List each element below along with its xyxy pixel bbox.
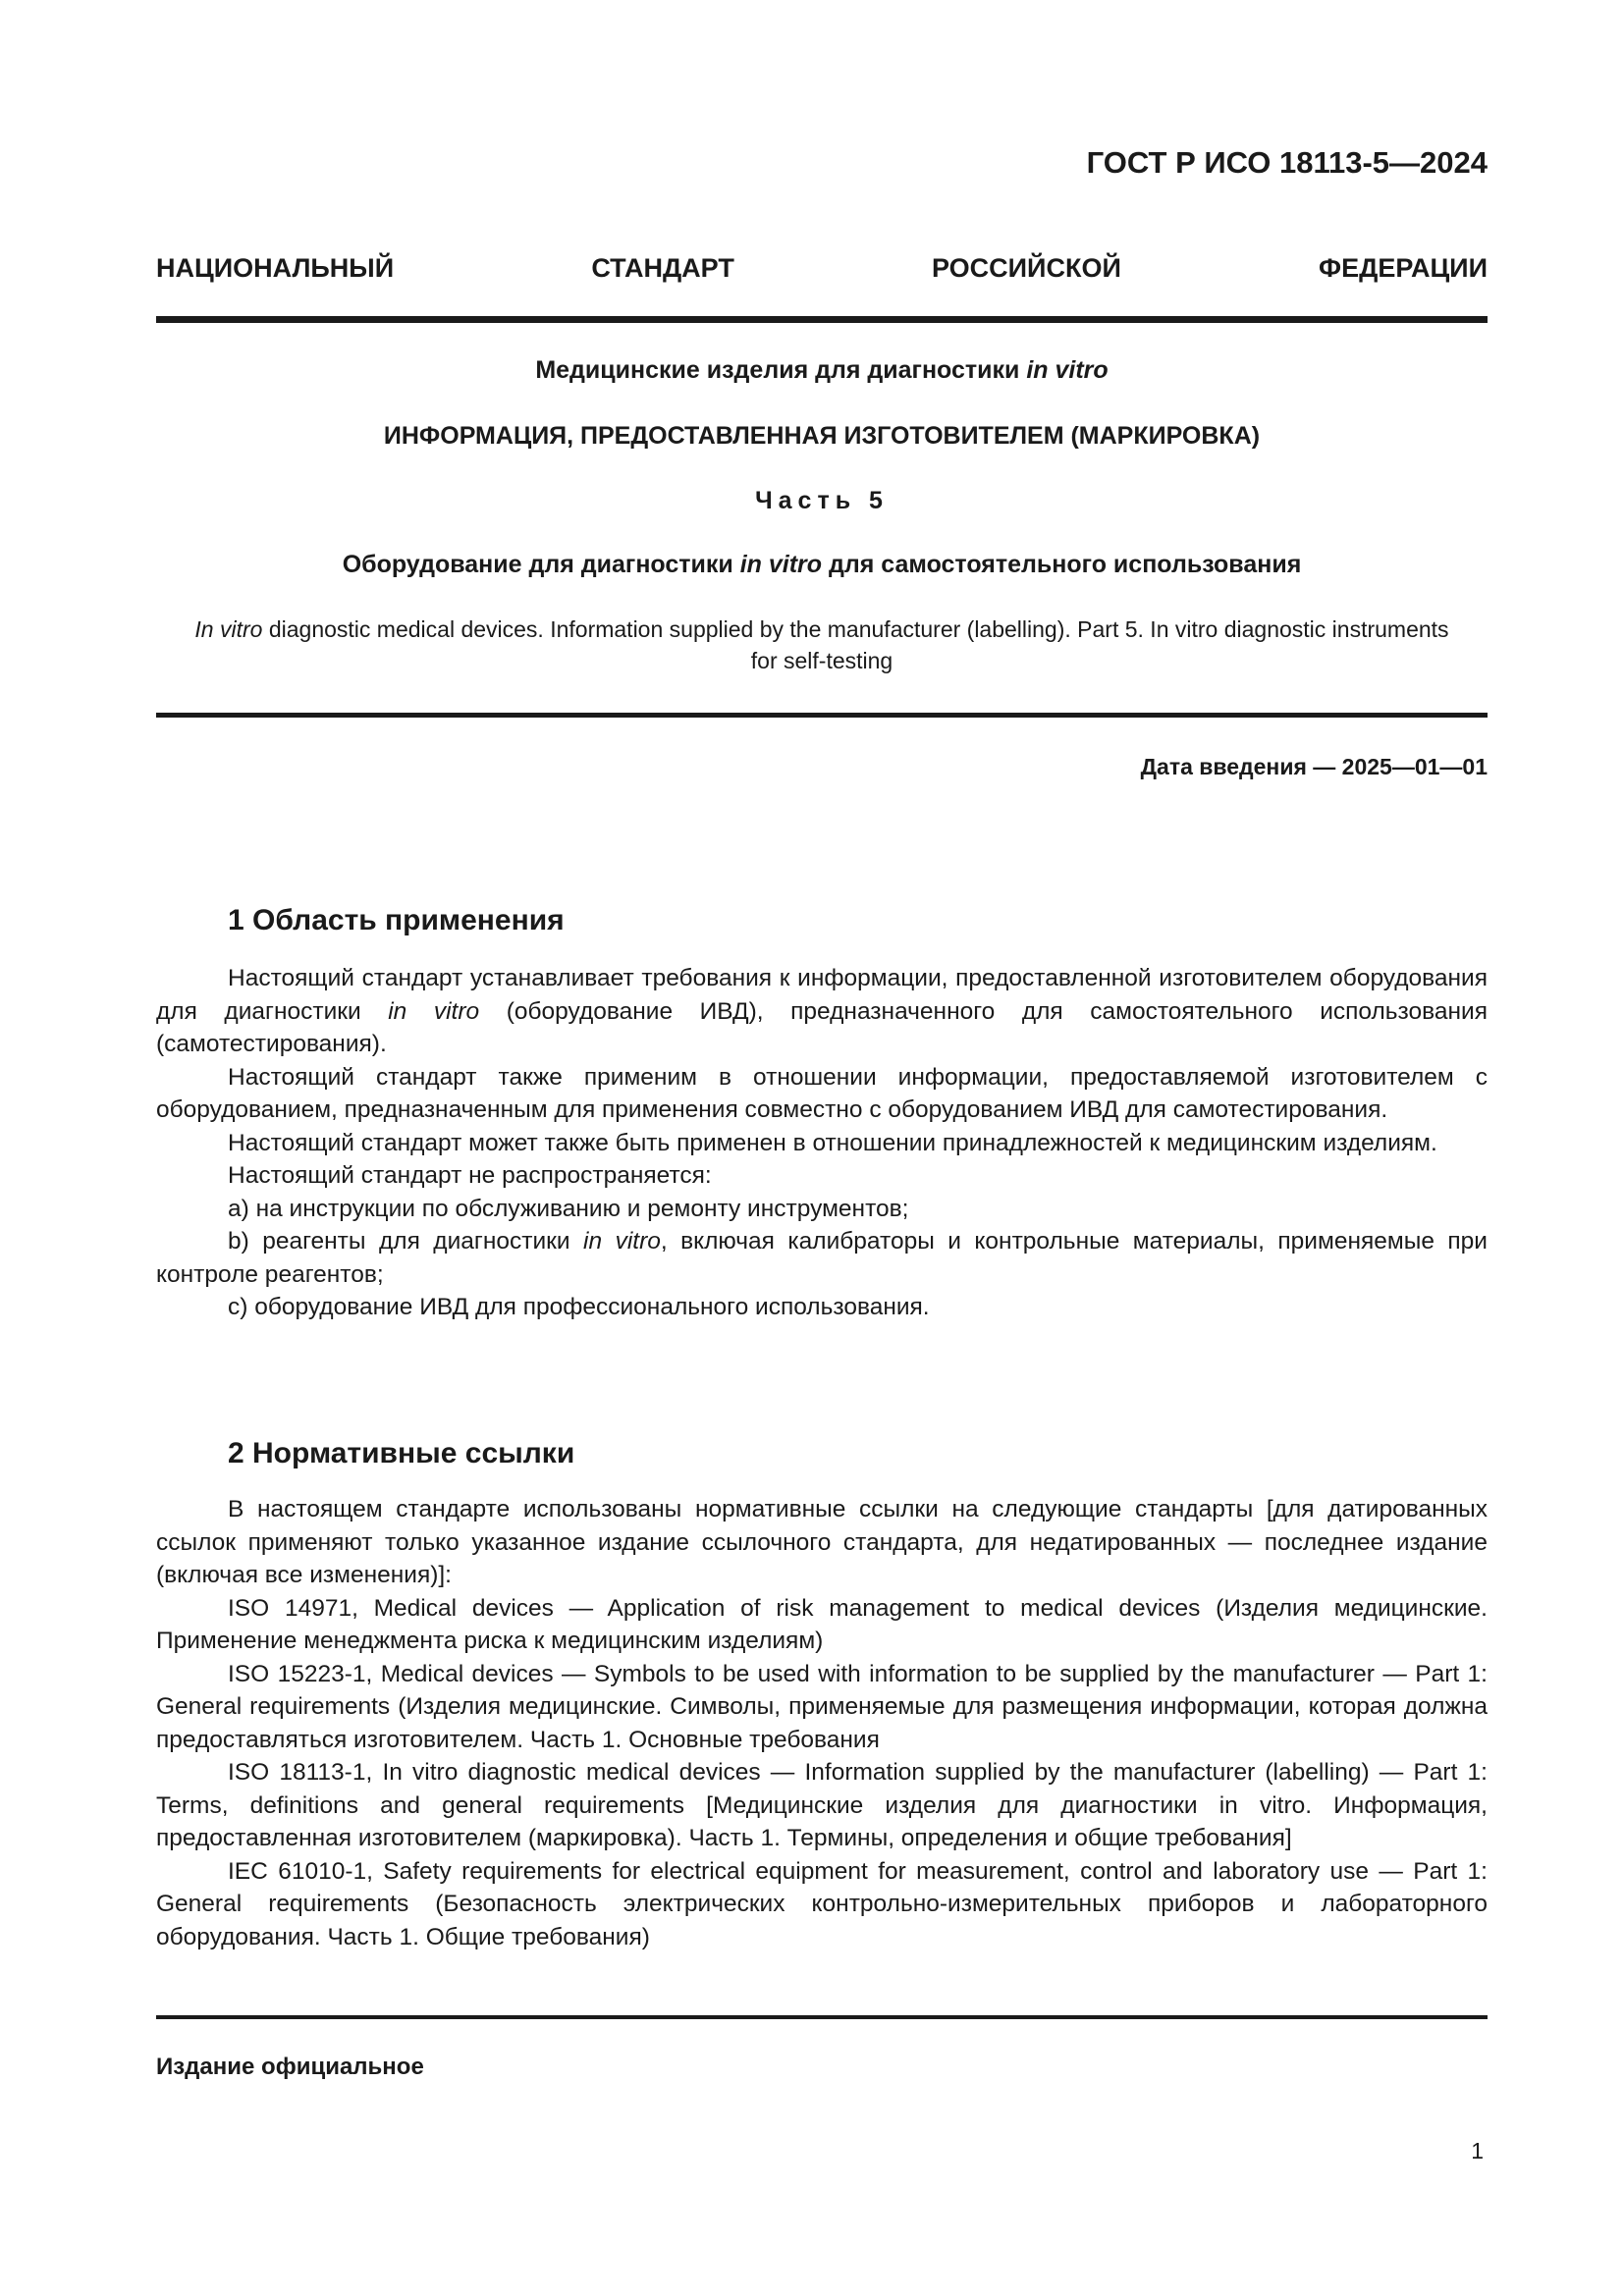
english-title: In vitro diagnostic medical devices. Information supplied by the manufacturer (labelling). Part 5. In vitro diagnostic instruments for self-testing — [194, 616, 1449, 673]
section-1-body — [156, 962, 1488, 1324]
banner-word: СТАНДАРТ — [591, 253, 734, 283]
paragraph: Настоящий стандарт также применим в отношении информации, предоставляемой изготовителем с оборудованием, предназначенным для применения совместно с оборудованием ИВД для самотестирования. — [156, 1063, 1488, 1123]
banner-word: РОССИЙСКОЙ — [932, 253, 1121, 283]
footer-rule — [156, 2015, 1488, 2019]
section-2-heading: 2 Нормативные ссылки — [228, 1437, 575, 1469]
banner-word: ФЕДЕРАЦИИ — [1319, 253, 1488, 283]
official-edition-label: Издание официальное — [156, 2054, 424, 2080]
title-line-4: Оборудование для диагностики in vitro для самостоятельного использования — [342, 551, 1302, 578]
reference-item: ISO 15223-1, Medical devices — Symbols to be used with information to be supplied by the manufacturer — Part 1: General requirements (Изделия медицинские. Символы, применяемые для размещения информации, которая должна предоставляться изготовителем. Часть 1. Основные требования — [156, 1660, 1488, 1753]
introduction-date: Дата введения — 2025—01—01 — [1140, 754, 1488, 779]
banner-word: НАЦИОНАЛЬНЫЙ — [156, 253, 395, 283]
reference-item: ISO 14971, Medical devices — Application of risk management to medical devices (Изделия медицинские. Применение менеджмента риска к медицинским изделиям) — [156, 1594, 1488, 1654]
top-thick-rule — [156, 316, 1488, 323]
page-number: 1 — [1471, 2138, 1484, 2163]
paragraph: Настоящий стандарт не распространяется: — [228, 1162, 712, 1189]
document-number: ГОСТ Р ИСО 18113-5—2024 — [1086, 145, 1488, 180]
paragraph: Настоящий стандарт устанавливает требования к информации, предоставленной изготовителем оборудования для диагностики in vitro (оборудование ИВД), предназначенного для самостоятельного использования (самотестирования). — [156, 965, 1488, 1057]
title-line-2: ИНФОРМАЦИЯ, ПРЕДОСТАВЛЕННАЯ ИЗГОТОВИТЕЛЕМ (МАРКИРОВКА) — [383, 422, 1261, 450]
paragraph: В настоящем стандарте использованы нормативные ссылки на следующие стандарты [для датированных ссылок применяют только указанное издание ссылочного стандарта, для недатированных — последнее издание (включая все изменения)]: — [156, 1496, 1488, 1588]
section-2-body — [156, 1493, 1488, 1953]
list-item: b) реагенты для диагностики in vitro, включая калибраторы и контрольные материалы, применяемые при контроле реагентов; — [156, 1228, 1488, 1288]
reference-item: IEC 61010-1, Safety requirements for electrical equipment for measurement, control and laboratory use — Part 1: General requirements (Безопасность электрических контрольно-измерительных приборов и лабораторного оборудования. Часть 1. Общие требования) — [156, 1857, 1488, 1950]
paragraph: Настоящий стандарт может также быть применен в отношении принадлежностей к медицинским изделиям. — [228, 1129, 1437, 1156]
section-1-heading: 1 Область применения — [228, 904, 565, 936]
list-item: a) на инструкции по обслуживанию и ремонту инструментов; — [228, 1195, 909, 1222]
reference-item: ISO 18113-1, In vitro diagnostic medical devices — Information supplied by the manufacturer (labelling) — Part 1: Terms, definitions and general requirements [Медицинские изделия для диагностики in vitro. Информация, предоставленная изготовителем (маркировка). Часть 1. Термины, определения и общие требования] — [156, 1759, 1488, 1851]
title-bottom-rule — [156, 713, 1488, 718]
title-line-1: Медицинские изделия для диагностики in vitro — [535, 356, 1109, 384]
list-item: c) оборудование ИВД для профессионального использования. — [228, 1294, 930, 1320]
part-label: Часть 5 — [755, 487, 889, 514]
national-standard-banner — [156, 253, 1488, 284]
